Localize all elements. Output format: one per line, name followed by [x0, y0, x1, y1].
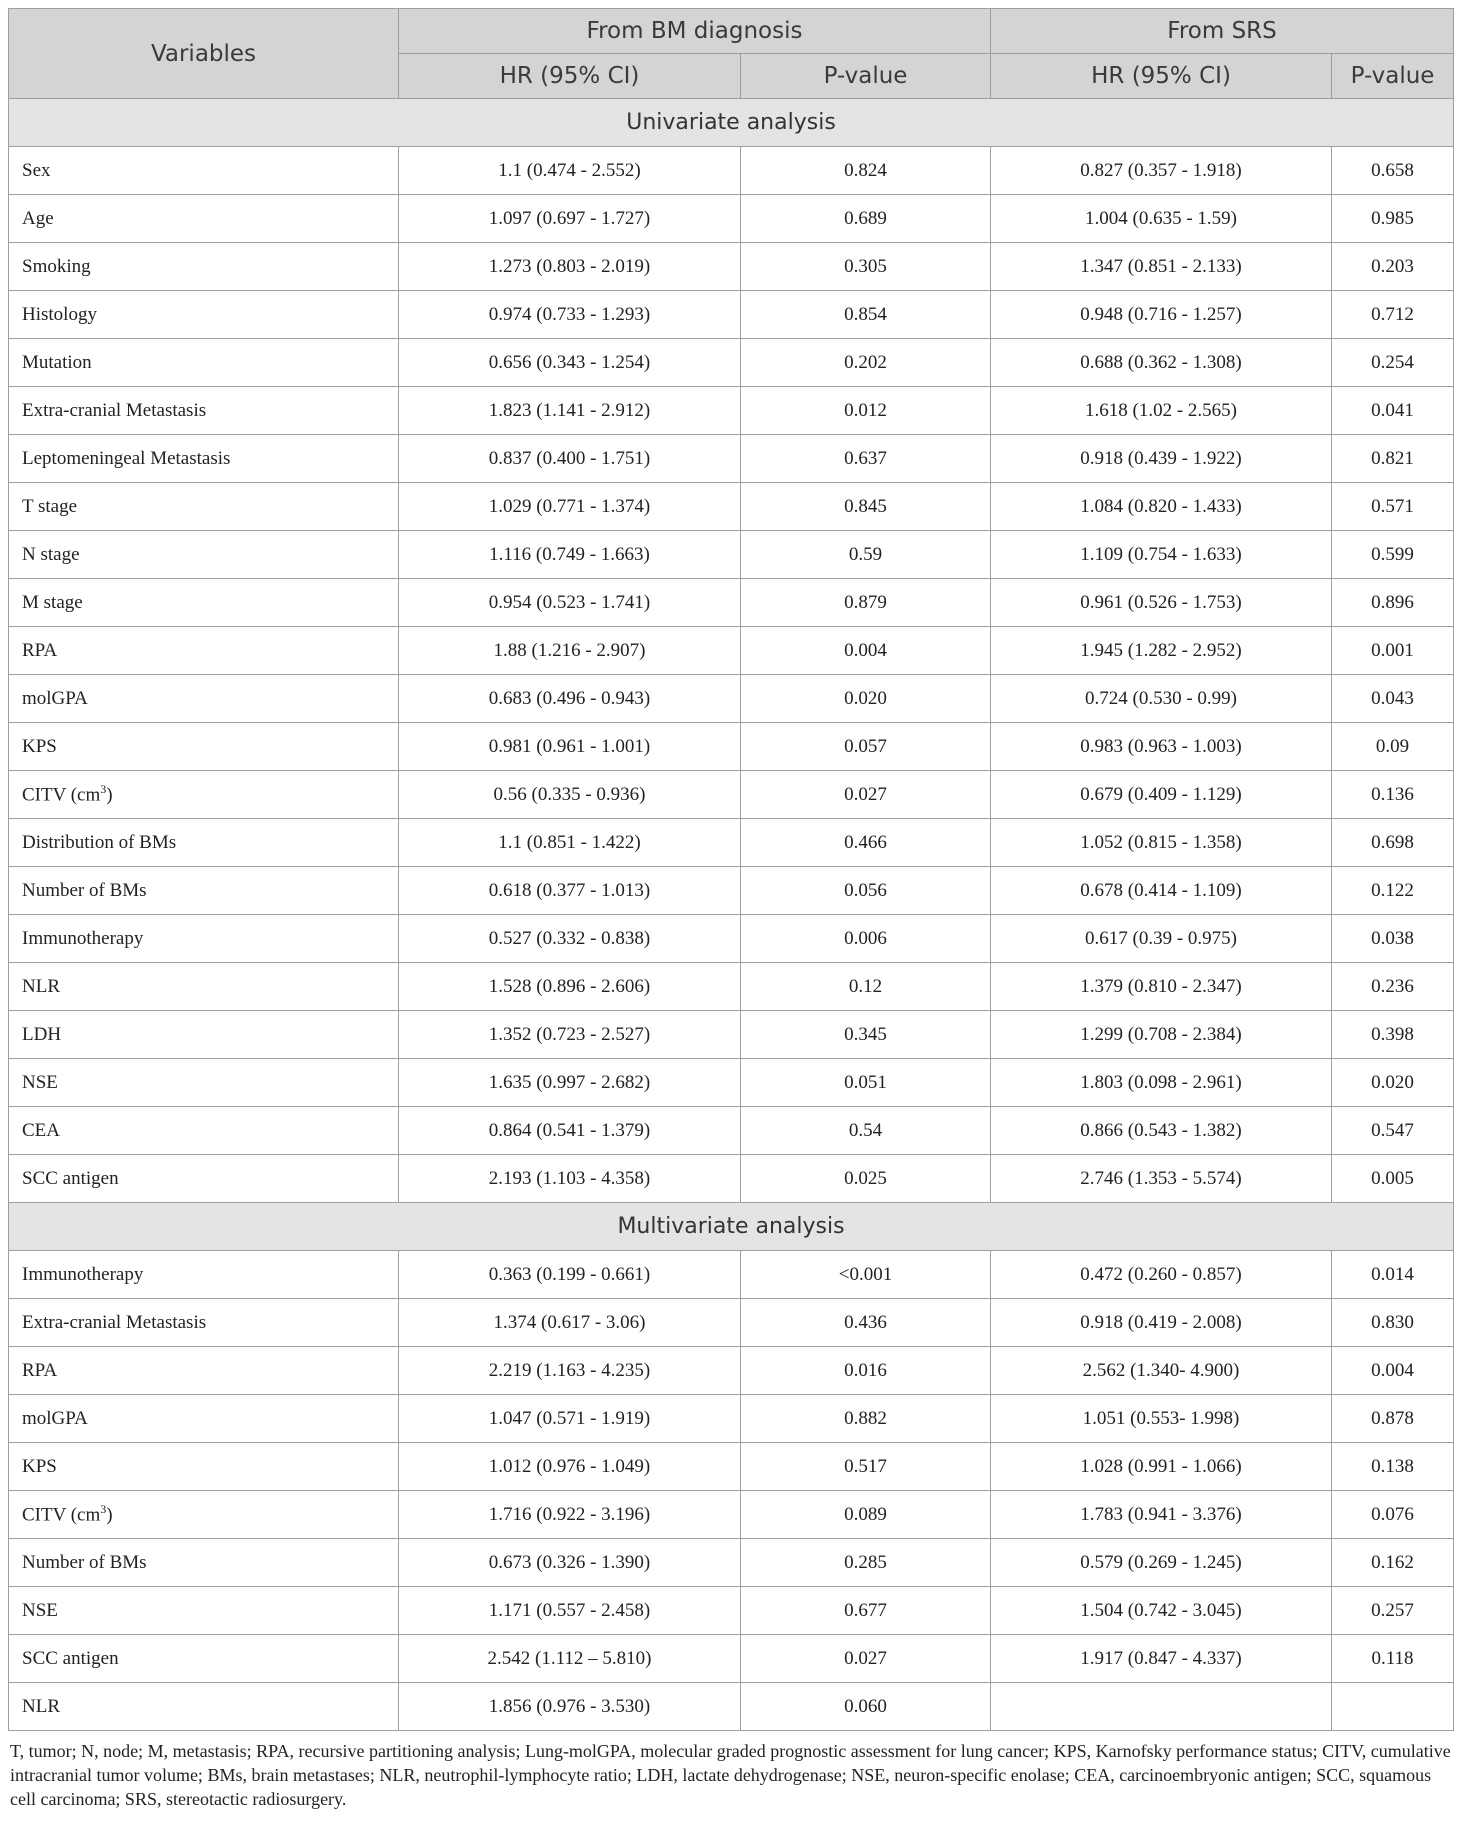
table-row [9, 1635, 1454, 1683]
cell-p-bm: 0.285 [741, 1539, 991, 1587]
table-row [9, 1251, 1454, 1299]
cell-p-bm: 0.027 [741, 771, 991, 819]
variable-name: CITV (cm [22, 784, 101, 806]
cell-hr-srs: 1.783 (0.941 - 3.376) [991, 1491, 1332, 1539]
header-from-srs: From SRS [991, 9, 1454, 54]
cell-variable [9, 1059, 399, 1107]
cell-p-srs: 0.236 [1332, 963, 1454, 1011]
cell-variable [9, 435, 399, 483]
cell-p-srs: 0.122 [1332, 867, 1454, 915]
cell-hr-bm: 0.363 (0.199 - 0.661) [399, 1251, 741, 1299]
header-row-groups [9, 9, 1454, 54]
cell-hr-srs: 0.918 (0.439 - 1.922) [991, 435, 1332, 483]
table-row [9, 243, 1454, 291]
header-p-srs: P-value [1332, 54, 1454, 99]
table-row [9, 1059, 1454, 1107]
cell-hr-srs: 1.803 (0.098 - 2.961) [991, 1059, 1332, 1107]
variable-name: KPS [22, 735, 57, 757]
cell-variable [9, 387, 399, 435]
variable-name: Immunotherapy [22, 927, 144, 949]
table-row [9, 483, 1454, 531]
cell-p-bm: 0.824 [741, 147, 991, 195]
cell-p-bm: 0.056 [741, 867, 991, 915]
cell-variable [9, 1011, 399, 1059]
variable-name: CITV (cm [22, 1504, 101, 1526]
cell-variable [9, 147, 399, 195]
cell-p-srs: 0.041 [1332, 387, 1454, 435]
cell-hr-bm: 1.374 (0.617 - 3.06) [399, 1299, 741, 1347]
cell-p-srs: 0.571 [1332, 483, 1454, 531]
cell-p-srs: 0.203 [1332, 243, 1454, 291]
cell-p-srs: 0.698 [1332, 819, 1454, 867]
variable-name: T stage [22, 495, 78, 517]
cell-hr-bm: 0.954 (0.523 - 1.741) [399, 579, 741, 627]
table-row [9, 579, 1454, 627]
cell-hr-bm: 0.56 (0.335 - 0.936) [399, 771, 741, 819]
cell-variable [9, 579, 399, 627]
cell-p-bm: <0.001 [741, 1251, 991, 1299]
table-row [9, 147, 1454, 195]
cell-hr-srs: 1.504 (0.742 - 3.045) [991, 1587, 1332, 1635]
cell-hr-bm: 0.864 (0.541 - 1.379) [399, 1107, 741, 1155]
variable-name: Immunotherapy [22, 1263, 144, 1285]
table-row [9, 723, 1454, 771]
table-row [9, 339, 1454, 387]
table-footnote: T, tumor; N, node; M, metastasis; RPA, recursive partitioning analysis; Lung-molGPA, molecular graded prognostic assessment for lung cancer; KPS, Karnofsky performance status; CITV, cumulative intracranial tumor volume; BMs, brain metastases; NLR, neutrophil-lymphocyte ratio; LDH, lactate dehydrogenase; NSE, neuron-specific enolase; CEA, carcinoembryonic antigen; SCC, squamous cell carcinoma; SRS, stereotactic radiosurgery. [10, 1741, 1451, 1809]
cell-variable [9, 1395, 399, 1443]
cell-hr-bm: 1.823 (1.141 - 2.912) [399, 387, 741, 435]
cell-p-srs: 0.547 [1332, 1107, 1454, 1155]
variable-name: molGPA [22, 1407, 88, 1429]
variable-name: Number of BMs [22, 879, 147, 901]
cell-p-bm: 0.879 [741, 579, 991, 627]
cell-p-bm: 0.016 [741, 1347, 991, 1395]
table-row [9, 1347, 1454, 1395]
cell-p-srs: 0.138 [1332, 1443, 1454, 1491]
cell-p-srs: 0.004 [1332, 1347, 1454, 1395]
cell-hr-srs: 1.347 (0.851 - 2.133) [991, 243, 1332, 291]
cell-hr-srs: 0.866 (0.543 - 1.382) [991, 1107, 1332, 1155]
variable-name: Histology [22, 303, 97, 325]
variable-name: NSE [22, 1071, 58, 1093]
table-row [9, 1155, 1454, 1203]
table-row [9, 531, 1454, 579]
cell-hr-bm: 0.683 (0.496 - 0.943) [399, 675, 741, 723]
cell-hr-srs: 1.028 (0.991 - 1.066) [991, 1443, 1332, 1491]
table-header [9, 9, 1454, 99]
variable-name: N stage [22, 543, 80, 565]
variable-name: NLR [22, 975, 60, 997]
cell-p-bm: 0.051 [741, 1059, 991, 1107]
cell-p-srs: 0.162 [1332, 1539, 1454, 1587]
cell-p-bm: 0.845 [741, 483, 991, 531]
cell-p-bm: 0.020 [741, 675, 991, 723]
cell-variable [9, 627, 399, 675]
cell-hr-srs: 1.084 (0.820 - 1.433) [991, 483, 1332, 531]
table-row [9, 963, 1454, 1011]
cell-p-srs: 0.076 [1332, 1491, 1454, 1539]
variable-name: molGPA [22, 687, 88, 709]
cell-hr-bm: 1.029 (0.771 - 1.374) [399, 483, 741, 531]
hazard-ratio-table [8, 8, 1454, 1731]
cell-variable [9, 1491, 399, 1539]
cell-p-bm: 0.060 [741, 1683, 991, 1731]
cell-hr-bm: 1.88 (1.216 - 2.907) [399, 627, 741, 675]
cell-p-srs: 0.712 [1332, 291, 1454, 339]
cell-p-srs: 0.043 [1332, 675, 1454, 723]
cell-variable [9, 243, 399, 291]
variable-name: Mutation [22, 351, 92, 373]
cell-p-bm: 0.466 [741, 819, 991, 867]
variable-name: SCC antigen [22, 1167, 119, 1189]
cell-hr-srs: 0.617 (0.39 - 0.975) [991, 915, 1332, 963]
cell-hr-bm: 1.856 (0.976 - 3.530) [399, 1683, 741, 1731]
cell-hr-srs: 0.688 (0.362 - 1.308) [991, 339, 1332, 387]
table-row [9, 867, 1454, 915]
cell-p-srs: 0.985 [1332, 195, 1454, 243]
variable-name: LDH [22, 1023, 62, 1045]
section-title: Multivariate analysis [9, 1203, 1454, 1251]
table-row [9, 771, 1454, 819]
cell-hr-bm: 1.528 (0.896 - 2.606) [399, 963, 741, 1011]
cell-p-srs: 0.658 [1332, 147, 1454, 195]
cell-p-bm: 0.057 [741, 723, 991, 771]
cell-hr-srs: 1.618 (1.02 - 2.565) [991, 387, 1332, 435]
cell-hr-bm: 1.1 (0.474 - 2.552) [399, 147, 741, 195]
cell-variable [9, 195, 399, 243]
cell-hr-bm: 1.273 (0.803 - 2.019) [399, 243, 741, 291]
variable-name: NLR [22, 1695, 60, 1717]
variable-name: Leptomeningeal Metastasis [22, 447, 231, 469]
variable-name: RPA [22, 1359, 58, 1381]
cell-p-srs: 0.09 [1332, 723, 1454, 771]
cell-variable [9, 723, 399, 771]
cell-p-srs: 0.038 [1332, 915, 1454, 963]
cell-hr-srs: 1.052 (0.815 - 1.358) [991, 819, 1332, 867]
cell-variable [9, 1155, 399, 1203]
header-hr-bm: HR (95% CI) [399, 54, 741, 99]
cell-p-bm: 0.027 [741, 1635, 991, 1683]
cell-hr-srs: 1.917 (0.847 - 4.337) [991, 1635, 1332, 1683]
cell-hr-bm: 1.012 (0.976 - 1.049) [399, 1443, 741, 1491]
cell-p-srs: 0.830 [1332, 1299, 1454, 1347]
table-row [9, 1443, 1454, 1491]
cell-hr-srs: 2.562 (1.340- 4.900) [991, 1347, 1332, 1395]
cell-hr-srs: 0.983 (0.963 - 1.003) [991, 723, 1332, 771]
cell-hr-srs [991, 1683, 1332, 1731]
cell-hr-bm: 1.635 (0.997 - 2.682) [399, 1059, 741, 1107]
cell-variable [9, 1107, 399, 1155]
cell-variable [9, 675, 399, 723]
cell-hr-srs: 1.109 (0.754 - 1.633) [991, 531, 1332, 579]
variable-name: Sex [22, 159, 51, 181]
cell-variable [9, 963, 399, 1011]
cell-p-bm: 0.436 [741, 1299, 991, 1347]
cell-p-bm: 0.006 [741, 915, 991, 963]
table-container [8, 8, 1453, 1811]
cell-p-bm: 0.12 [741, 963, 991, 1011]
cell-p-bm: 0.345 [741, 1011, 991, 1059]
cell-variable [9, 483, 399, 531]
cell-hr-bm: 0.974 (0.733 - 1.293) [399, 291, 741, 339]
cell-hr-bm: 1.097 (0.697 - 1.727) [399, 195, 741, 243]
cell-p-srs: 0.005 [1332, 1155, 1454, 1203]
variable-name-tail: ) [106, 1504, 113, 1526]
cell-p-srs: 0.136 [1332, 771, 1454, 819]
cell-hr-bm: 1.116 (0.749 - 1.663) [399, 531, 741, 579]
unit-superscript: 3 [100, 782, 107, 797]
variable-name: NSE [22, 1599, 58, 1621]
cell-hr-bm: 2.193 (1.103 - 4.358) [399, 1155, 741, 1203]
table-row [9, 627, 1454, 675]
cell-p-srs: 0.878 [1332, 1395, 1454, 1443]
table-row [9, 1587, 1454, 1635]
variable-name: M stage [22, 591, 83, 613]
cell-hr-bm: 1.047 (0.571 - 1.919) [399, 1395, 741, 1443]
cell-hr-srs: 0.827 (0.357 - 1.918) [991, 147, 1332, 195]
variable-name: RPA [22, 639, 58, 661]
cell-hr-srs: 0.679 (0.409 - 1.129) [991, 771, 1332, 819]
cell-variable [9, 1635, 399, 1683]
cell-p-bm: 0.54 [741, 1107, 991, 1155]
cell-p-bm: 0.305 [741, 243, 991, 291]
cell-p-bm: 0.689 [741, 195, 991, 243]
cell-hr-srs: 0.724 (0.530 - 0.99) [991, 675, 1332, 723]
cell-variable [9, 1347, 399, 1395]
cell-p-srs: 0.020 [1332, 1059, 1454, 1107]
variable-name: Age [22, 207, 54, 229]
cell-p-bm: 0.202 [741, 339, 991, 387]
table-row [9, 1539, 1454, 1587]
cell-hr-bm: 0.673 (0.326 - 1.390) [399, 1539, 741, 1587]
cell-p-bm: 0.089 [741, 1491, 991, 1539]
cell-variable [9, 1539, 399, 1587]
cell-p-bm: 0.637 [741, 435, 991, 483]
table-row [9, 1395, 1454, 1443]
cell-p-srs: 0.257 [1332, 1587, 1454, 1635]
cell-hr-bm: 0.981 (0.961 - 1.001) [399, 723, 741, 771]
cell-hr-bm: 0.618 (0.377 - 1.013) [399, 867, 741, 915]
variable-name: Smoking [22, 255, 91, 277]
variable-name: KPS [22, 1455, 57, 1477]
cell-variable [9, 1587, 399, 1635]
cell-variable [9, 771, 399, 819]
cell-variable [9, 819, 399, 867]
cell-p-srs [1332, 1683, 1454, 1731]
cell-variable [9, 339, 399, 387]
table-row [9, 915, 1454, 963]
section-header-row [9, 1203, 1454, 1251]
cell-variable [9, 1251, 399, 1299]
table-row [9, 1491, 1454, 1539]
variable-name-tail: ) [106, 784, 113, 806]
cell-p-srs: 0.001 [1332, 627, 1454, 675]
cell-hr-srs: 0.948 (0.716 - 1.257) [991, 291, 1332, 339]
cell-variable [9, 291, 399, 339]
cell-hr-bm: 0.527 (0.332 - 0.838) [399, 915, 741, 963]
cell-p-bm: 0.517 [741, 1443, 991, 1491]
cell-p-bm: 0.025 [741, 1155, 991, 1203]
cell-hr-srs: 1.004 (0.635 - 1.59) [991, 195, 1332, 243]
cell-hr-bm: 2.542 (1.112 – 5.810) [399, 1635, 741, 1683]
cell-hr-bm: 0.656 (0.343 - 1.254) [399, 339, 741, 387]
cell-hr-srs: 2.746 (1.353 - 5.574) [991, 1155, 1332, 1203]
cell-hr-bm: 2.219 (1.163 - 4.235) [399, 1347, 741, 1395]
cell-variable [9, 531, 399, 579]
variable-name: SCC antigen [22, 1647, 119, 1669]
header-p-bm: P-value [741, 54, 991, 99]
unit-superscript: 3 [100, 1502, 107, 1517]
cell-p-srs: 0.254 [1332, 339, 1454, 387]
header-hr-srs: HR (95% CI) [991, 54, 1332, 99]
cell-hr-bm: 1.171 (0.557 - 2.458) [399, 1587, 741, 1635]
table-row [9, 1011, 1454, 1059]
table-row [9, 1299, 1454, 1347]
table-row [9, 1107, 1454, 1155]
header-from-bm-diagnosis: From BM diagnosis [399, 9, 991, 54]
cell-hr-srs: 0.918 (0.419 - 2.008) [991, 1299, 1332, 1347]
table-row [9, 435, 1454, 483]
cell-hr-bm: 1.1 (0.851 - 1.422) [399, 819, 741, 867]
cell-hr-srs: 0.678 (0.414 - 1.109) [991, 867, 1332, 915]
cell-hr-srs: 0.961 (0.526 - 1.753) [991, 579, 1332, 627]
cell-p-srs: 0.599 [1332, 531, 1454, 579]
cell-p-bm: 0.677 [741, 1587, 991, 1635]
cell-p-bm: 0.004 [741, 627, 991, 675]
cell-variable [9, 1683, 399, 1731]
cell-hr-srs: 0.579 (0.269 - 1.245) [991, 1539, 1332, 1587]
variable-name: Extra-cranial Metastasis [22, 399, 207, 421]
header-variables: Variables [9, 9, 399, 99]
table-row [9, 819, 1454, 867]
cell-hr-srs: 0.472 (0.260 - 0.857) [991, 1251, 1332, 1299]
table-row [9, 195, 1454, 243]
cell-variable [9, 915, 399, 963]
cell-hr-srs: 1.379 (0.810 - 2.347) [991, 963, 1332, 1011]
cell-p-bm: 0.59 [741, 531, 991, 579]
cell-hr-bm: 1.716 (0.922 - 3.196) [399, 1491, 741, 1539]
table-body [9, 99, 1454, 1731]
cell-p-srs: 0.398 [1332, 1011, 1454, 1059]
cell-p-srs: 0.821 [1332, 435, 1454, 483]
cell-hr-bm: 1.352 (0.723 - 2.527) [399, 1011, 741, 1059]
cell-p-srs: 0.118 [1332, 1635, 1454, 1683]
cell-variable [9, 1299, 399, 1347]
section-header-row [9, 99, 1454, 147]
table-row [9, 387, 1454, 435]
cell-hr-bm: 0.837 (0.400 - 1.751) [399, 435, 741, 483]
cell-variable [9, 1443, 399, 1491]
variable-name: CEA [22, 1119, 60, 1141]
cell-p-bm: 0.012 [741, 387, 991, 435]
cell-p-srs: 0.014 [1332, 1251, 1454, 1299]
table-row [9, 675, 1454, 723]
cell-hr-srs: 1.945 (1.282 - 2.952) [991, 627, 1332, 675]
cell-p-srs: 0.896 [1332, 579, 1454, 627]
table-row [9, 291, 1454, 339]
variable-name: Distribution of BMs [22, 831, 177, 853]
variable-name: Number of BMs [22, 1551, 147, 1573]
cell-hr-srs: 1.299 (0.708 - 2.384) [991, 1011, 1332, 1059]
cell-hr-srs: 1.051 (0.553- 1.998) [991, 1395, 1332, 1443]
variable-name: Extra-cranial Metastasis [22, 1311, 207, 1333]
cell-p-bm: 0.854 [741, 291, 991, 339]
cell-p-bm: 0.882 [741, 1395, 991, 1443]
cell-variable [9, 867, 399, 915]
table-row [9, 1683, 1454, 1731]
section-title: Univariate analysis [9, 99, 1454, 147]
